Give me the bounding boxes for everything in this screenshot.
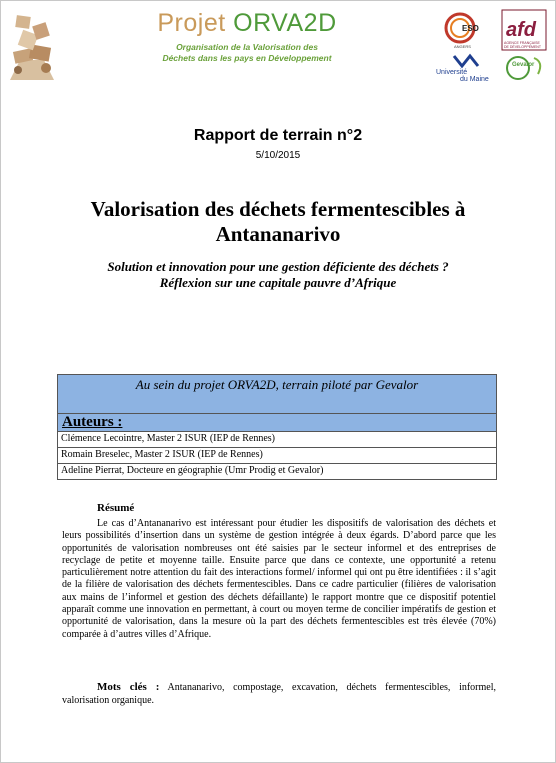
- brand-subtitle: [152, 42, 342, 64]
- brand-prefix: Projet: [157, 9, 234, 37]
- eso-sub-text: ANGERS: [454, 44, 471, 49]
- gevalor-logo: [507, 57, 540, 79]
- eso-text: ESO: [462, 24, 479, 33]
- resume-title: Résumé: [97, 502, 135, 514]
- partner-logos: [432, 8, 550, 84]
- gevalor-text: Gevalor: [512, 62, 535, 68]
- brand-block: [152, 8, 342, 64]
- subtitle-line-1: Solution et innovation pour une gestion déficiente des déchets ?: [107, 259, 449, 274]
- author-row: Romain Breselec, Master 2 ISUR (IEP de Rennes): [57, 448, 497, 464]
- project-header: [57, 374, 497, 414]
- afd-sub-2: DE DÉVELOPPEMENT: [504, 45, 541, 49]
- brand-suffix: ORVA2D: [233, 9, 337, 37]
- project-line: Au sein du projet ORVA2D, terrain piloté par Gevalor: [135, 377, 419, 392]
- resume-body: Le cas d’Antananarivo est intéressant pour étudier les dispositifs de valorisation des déchets et leurs possibilités d’insertion dans un système de gestion intégrée à deux égards. D’abord parce que les opportunités de valorisation nombreuses ont été saisies par le secteur informel et des entreprises de recyclage de petite et moyenne taille. Ensuite parce que dans ce contexte, une opportunité a retenu particulièrement notre attention du fait des interactions formel/ informel qui ont pu être identifiées : il s’agit de la filière de valorisation des déchets fermentescibles. Dans ce cadre particulier (filières de valorisation aux mains de l’informel et gestion des déchets défaillante) le rapport montre que ce dispositif potentiel apparaît comme une innovation en permettant, à court ou moyen terme de concilier impératifs de gestion et opportunité de valorisation, dans la mesure où la part des déchets fermentescibles est très élevée (70%) comparée à d’autres villes d’Afrique.: [62, 518, 496, 640]
- subtitle-line-2: Réflexion sur une capitale pauvre d’Afrique: [159, 275, 397, 290]
- keywords-list: Antananarivo, compostage, excavation, déchets fermentescibles, informel, valorisation organique.: [62, 682, 496, 706]
- afd-sub-1: AGENCE FRANÇAISE: [504, 41, 540, 45]
- afd-logo: [502, 10, 546, 50]
- keywords-label: Mots clés :: [97, 681, 160, 693]
- main-title: Valorisation des déchets fermentescibles à Antananarivo: [90, 197, 466, 246]
- eso-logo: [446, 14, 479, 49]
- author-row: Clémence Lecointre, Master 2 ISUR (IEP de Rennes): [57, 432, 497, 448]
- project-authors-box: [57, 374, 497, 480]
- report-date: 5/10/2015: [255, 150, 301, 161]
- maine-text-1: Université: [436, 69, 468, 76]
- brand-subtitle-line-1: Organisation de la Valorisation des: [176, 42, 318, 52]
- report-title: Rapport de terrain n°2: [193, 127, 363, 144]
- authors-title: Auteurs :: [57, 414, 497, 432]
- brand-title: [152, 8, 342, 38]
- brand-subtitle-line-2: Déchets dans les pays en Développement: [162, 53, 332, 63]
- subtitle: [40, 259, 516, 291]
- maine-text-2: du Maine: [460, 76, 489, 83]
- universite-maine-logo: [436, 56, 489, 83]
- afd-text: afd: [506, 19, 536, 41]
- waste-pile-logo: [6, 10, 58, 82]
- keywords: [62, 681, 496, 707]
- author-row: Adeline Pierrat, Docteure en géographie (Umr Prodig et Gevalor): [57, 464, 497, 480]
